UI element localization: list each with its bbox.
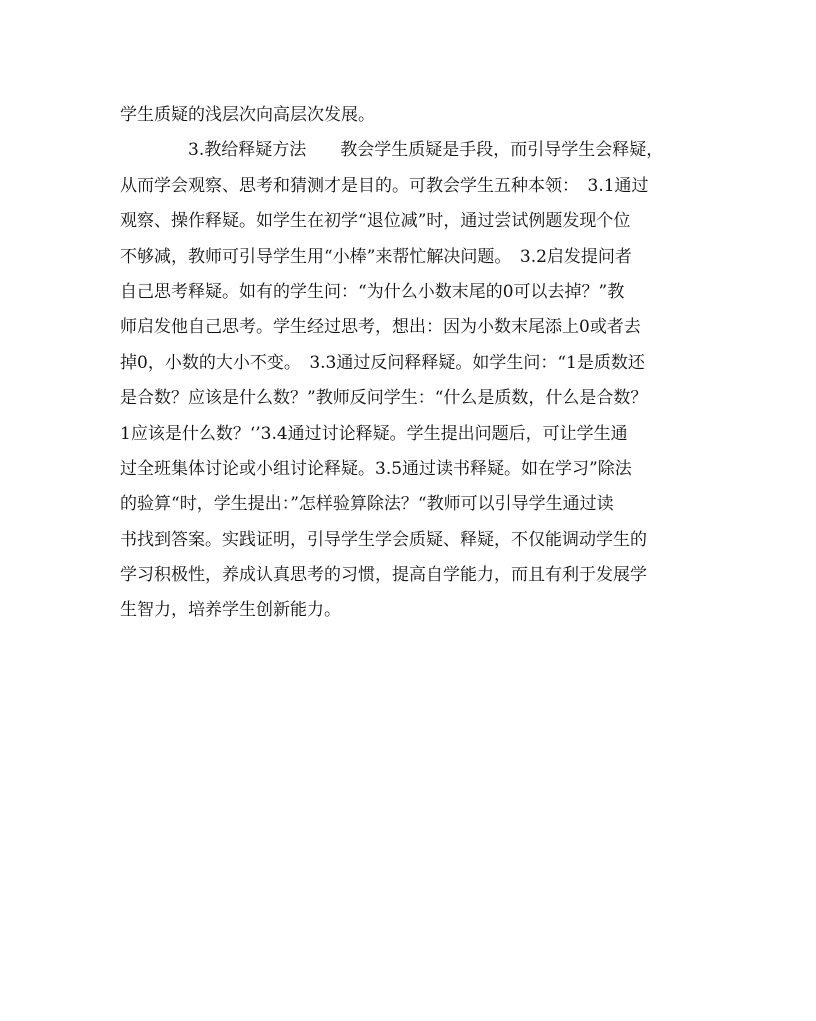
text-line: 学生质疑的浅层次向高层次发展。	[120, 105, 375, 125]
body-text	[120, 98, 710, 629]
text-line: 自己思考释疑。如有的学生问：“为什么小数末尾的0可以去掉？”教	[120, 281, 625, 302]
text-line: 3.教给释疑方法 教会学生质疑是手段，而引导学生会释疑，	[188, 140, 664, 161]
text-line: 学习积极性，养成认真思考的习惯，提高自学能力，而且有利于发展学	[120, 565, 647, 586]
text-line: 生智力，培养学生创新能力。	[120, 600, 341, 621]
text-line: 观察、操作释疑。如学生在初学“退位减”时，通过尝试例题发现个位	[120, 211, 631, 232]
text-line: 从而学会观察、思考和猜测才是目的。可教会学生五种本领： 3.1通过	[120, 175, 649, 196]
text-line: 不够减，教师可引导学生用“小棒”来帮忙解决问题。 3.2启发提问者	[120, 246, 632, 267]
text-line: 1应该是什么数？‘’3.4通过讨论释疑。学生提出问题后，可让学生通	[120, 423, 628, 444]
text-line: 过全班集体讨论或小组讨论释疑。3.5通过读书释疑。如在学习”除法	[120, 458, 632, 479]
text-line: 师启发他自己思考。学生经过思考，想出：因为小数末尾添上0或者去	[120, 317, 641, 338]
text-line: 是合数？应该是什么数？”教师反问学生：“什么是质数，什么是合数？	[120, 388, 648, 409]
text-line: 书找到答案。实践证明，引导学生学会质疑、释疑，不仅能调动学生的	[120, 529, 647, 550]
text-line: 掉0，小数的大小不变。 3.3通过反问释释疑。如学生问：“1是质数还	[120, 352, 645, 373]
text-line: 的验算“时，学生提出：”怎样验算除法？“教师可以引导学生通过读	[120, 494, 614, 515]
